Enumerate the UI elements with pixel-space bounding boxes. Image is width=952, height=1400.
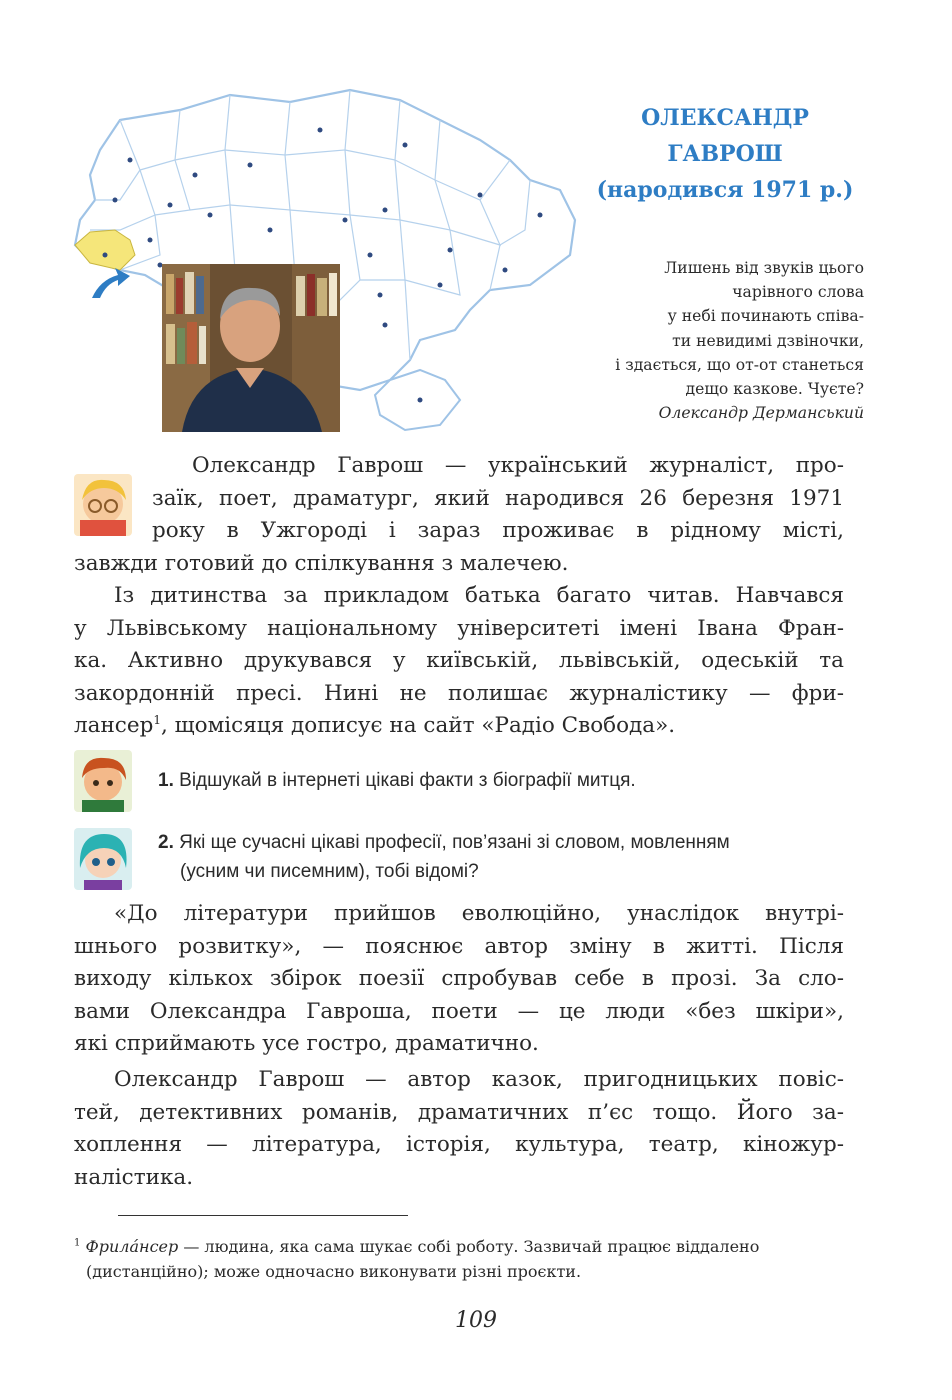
text-line: заїк, поет, драматург, який народився 26 березня 1971 (152, 485, 844, 511)
epigraph-line: ти невидимі дзвіночки, (672, 331, 864, 350)
text-line: ка. Активно друкувався у київській, львівській, одеській та (74, 648, 844, 673)
footnote-line: (дистанційно); може одночасно виконувати різні проєкти. (86, 1262, 582, 1281)
task-1 (158, 766, 858, 795)
footnote (74, 1234, 854, 1284)
epigraph-author: Олександр Дерманський (658, 404, 864, 423)
text-line: хоплення — література, історія, культура, театр, кіножур- (74, 1132, 844, 1157)
text-line: налістика. (74, 1164, 194, 1190)
task-number: 2. (158, 832, 174, 853)
footnote-definition: — людина, яка сама шукає собі роботу. Зазвичай працює віддалено (178, 1237, 760, 1256)
text-line: тей, детективних романів, драматичних п’єс тощо. Його за- (74, 1099, 844, 1125)
girl-avatar (74, 828, 132, 890)
text-line: закордонній пресі. Нині не полишає журналістику — фри- (74, 680, 844, 706)
text-line (74, 710, 844, 743)
page-number: 109 (455, 1308, 497, 1333)
task-2 (158, 828, 858, 886)
footnote-line (74, 1237, 759, 1256)
location-arrow (92, 268, 130, 298)
text-fragment: , щомісяця дописує на сайт «Радіо Свобода». (160, 713, 676, 738)
text-line: у Львівському національному університеті імені Івана Фран- (74, 615, 844, 641)
paragraph-biography (74, 580, 844, 743)
text-line: Олександр Гаврош — український журналіст, про- (192, 453, 844, 478)
paragraph-intro (74, 450, 844, 580)
footnote-divider (118, 1215, 408, 1216)
text-line: року в Ужгороді і зараз проживає в рідному місті, (152, 518, 844, 543)
heading-name-line1: ОЛЕКСАНДР (641, 105, 809, 131)
text-line: Із дитинства за прикладом батька багато читав. Навчався (114, 583, 844, 608)
author-photo (162, 264, 340, 432)
task-text: Які ще сучасні цікаві професії, пов’язані зі словом, мовленням (179, 832, 730, 853)
text-line: «До літератури прийшов еволюційно, унаслідок внутрі- (114, 901, 844, 926)
text-line: які сприймають усе гостро, драматично. (74, 1031, 539, 1056)
text-line: Олександр Гаврош — автор казок, пригодницьких повіс- (114, 1067, 844, 1092)
text-line: шнього розвитку», — пояснює автор зміну в житті. Після (74, 933, 844, 959)
heading-name-line2: ГАВРОШ (667, 141, 783, 167)
epigraph-line: чарівного слова (732, 283, 864, 302)
author-heading (590, 100, 860, 208)
text-line: виходу кількох збірок поезії спробував себе в прозі. За сло- (74, 966, 844, 991)
text-line: вами Олександра Гавроша, поети — це люди «без шкіри», (74, 998, 844, 1024)
text-fragment: лансер (74, 713, 154, 738)
paragraph-works (74, 1064, 844, 1194)
paragraph-literature (74, 898, 844, 1061)
epigraph-line: Лишень від звуків цього (664, 259, 864, 277)
epigraph-line: дещо казкове. Чуєте? (685, 380, 864, 399)
footnote-mark: 1 (74, 1237, 81, 1249)
text-line: завжди готовий до спілкування з малечею. (74, 550, 569, 576)
footnote-term: Фрила́нсер (85, 1237, 179, 1256)
epigraph-line: у небі починають співа- (667, 307, 864, 326)
epigraph-line: і здається, що от-от станеться (615, 355, 864, 374)
task-text: Відшукай в інтернеті цікаві факти з біографії митця. (179, 770, 636, 791)
epigraph (544, 256, 864, 425)
heading-years: (народився 1971 р.) (596, 177, 854, 203)
boy-avatar (74, 750, 132, 812)
task-number: 1. (158, 770, 174, 791)
task-text-continuation: (усним чи писемним), тобі відомі? (180, 861, 479, 882)
footnote-reference: 1 (153, 712, 161, 727)
